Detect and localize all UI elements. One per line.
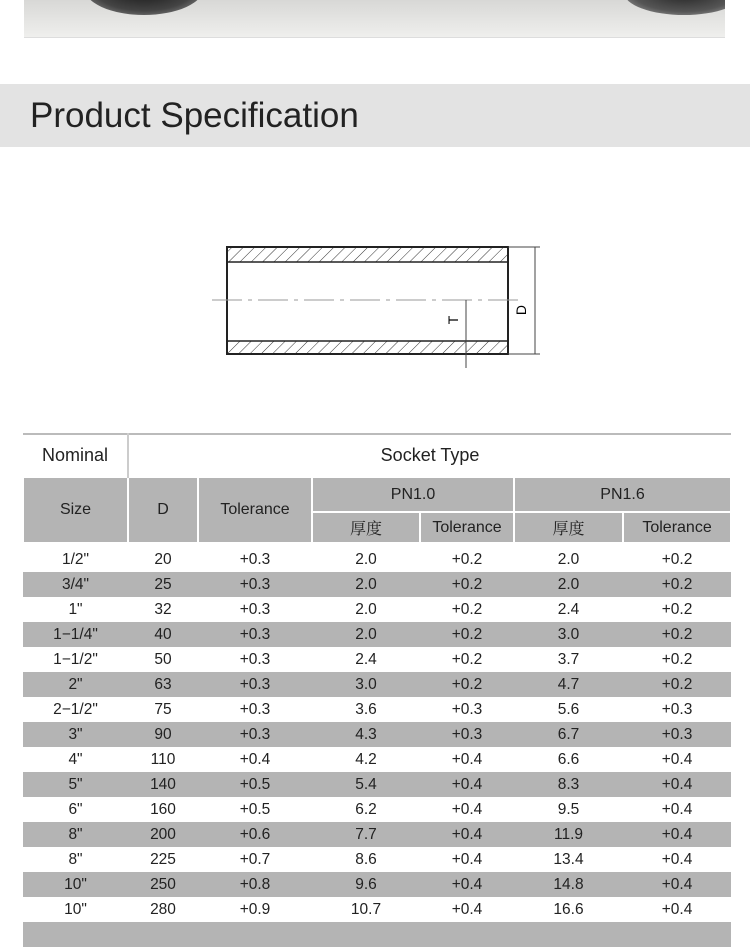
table-cell: 280	[150, 900, 176, 918]
table-cell: 2"	[23, 672, 128, 697]
table-cell: 2.4	[557, 600, 580, 618]
table-cell: 5"	[23, 772, 128, 797]
table-cell: 2.4	[355, 650, 377, 668]
table-row	[23, 822, 731, 847]
table-cell: +0.2	[420, 622, 514, 647]
table-cell: +0.2	[623, 572, 731, 597]
table-cell: +0.5	[239, 800, 271, 818]
table-cell: +0.3	[661, 700, 693, 718]
section-title: Product Specification	[30, 96, 359, 135]
table-cell: 2.0	[514, 572, 623, 597]
table-cell: 3.6	[355, 700, 377, 718]
table-row	[23, 572, 731, 597]
table-cell: +0.3	[198, 572, 312, 597]
table-cell: 8.3	[514, 772, 623, 797]
product-photo	[24, 0, 725, 38]
header-socket-type: Socket Type	[128, 434, 731, 477]
table-cell: +0.3	[451, 700, 483, 718]
table-cell: +0.4	[661, 800, 693, 818]
table-cell: +0.4	[451, 900, 483, 918]
table-cell: 4.2	[355, 750, 377, 768]
header-pn10: PN1.0	[312, 477, 514, 512]
table-row	[23, 797, 731, 822]
table-cell	[420, 922, 514, 947]
table-cell: 9.6	[312, 872, 420, 897]
table-cell: 11.9	[514, 822, 623, 847]
table-cell: 13.4	[553, 850, 584, 868]
table-cell: 1−1/4"	[23, 622, 128, 647]
table-cell: 8.6	[355, 850, 377, 868]
table-cell: +0.4	[661, 750, 693, 768]
header-nominal: Nominal	[23, 434, 128, 477]
table-row	[23, 672, 731, 697]
table-cell: +0.3	[239, 550, 271, 568]
table-cell: +0.3	[623, 722, 731, 747]
header-pn16-thickness: 厚度	[514, 512, 623, 543]
header-pn10-tolerance: Tolerance	[420, 512, 514, 543]
table-cell: +0.3	[198, 622, 312, 647]
table-cell: 16.6	[553, 900, 584, 918]
table-cell: 4.7	[514, 672, 623, 697]
table-row	[23, 647, 731, 672]
table-cell: +0.4	[420, 772, 514, 797]
table-cell: +0.2	[623, 622, 731, 647]
table-cell: +0.5	[198, 772, 312, 797]
table-cell: 6.6	[557, 750, 580, 768]
table-cell: +0.7	[239, 850, 271, 868]
table-cell: 6.7	[514, 722, 623, 747]
table-cell: 2−1/2"	[53, 700, 98, 718]
table-cell: 7.7	[312, 822, 420, 847]
table-cell: 20	[154, 550, 172, 568]
table-cell: +0.4	[623, 872, 731, 897]
table-cell: +0.8	[198, 872, 312, 897]
table-cell: +0.2	[420, 672, 514, 697]
table-row	[23, 872, 731, 897]
header-pn10-thickness: 厚度	[312, 512, 420, 543]
table-cell: 2.0	[312, 572, 420, 597]
table-row	[23, 722, 731, 747]
table-cell	[623, 922, 731, 947]
table-cell	[128, 922, 198, 947]
table-cell: +0.3	[239, 700, 271, 718]
table-cell: +0.3	[198, 672, 312, 697]
table-cell	[312, 922, 420, 947]
table-cell: 50	[154, 650, 172, 668]
table-cell: 8"	[23, 822, 128, 847]
table-cell: 10"	[64, 900, 87, 918]
table-cell: 14.8	[514, 872, 623, 897]
table-cell: +0.3	[239, 600, 271, 618]
table-cell: +0.4	[420, 872, 514, 897]
table-row	[23, 697, 731, 722]
table-row	[23, 747, 731, 772]
table-cell: +0.9	[239, 900, 271, 918]
table-cell: +0.4	[661, 850, 693, 868]
table-cell: 3"	[23, 722, 128, 747]
table-cell	[23, 922, 128, 947]
table-cell: +0.2	[623, 672, 731, 697]
table-cell: +0.3	[198, 722, 312, 747]
table-cell: 6.2	[355, 800, 377, 818]
spec-table	[22, 433, 732, 947]
table-row	[23, 772, 731, 797]
header-pn16-tolerance: Tolerance	[623, 512, 731, 543]
table-cell: +0.4	[661, 900, 693, 918]
table-cell: +0.4	[239, 750, 271, 768]
table-cell: 3/4"	[23, 572, 128, 597]
table-cell	[514, 922, 623, 947]
table-row	[23, 847, 731, 872]
table-cell: 2.0	[355, 600, 377, 618]
table-cell: 25	[128, 572, 198, 597]
table-cell: +0.6	[198, 822, 312, 847]
table-cell: 8"	[68, 850, 83, 868]
table-cell: 5.6	[557, 700, 580, 718]
table-cell: 3.0	[514, 622, 623, 647]
table-cell: 2.0	[312, 622, 420, 647]
table-cell: 2.0	[355, 550, 377, 568]
table-cell: 6"	[68, 800, 83, 818]
table-cell: +0.4	[451, 850, 483, 868]
table-cell: 225	[150, 850, 176, 868]
table-cell: 4.3	[312, 722, 420, 747]
table-cell: +0.2	[451, 650, 483, 668]
table-cell: 3.7	[557, 650, 580, 668]
table-cell: 4"	[68, 750, 83, 768]
table-row	[23, 547, 731, 572]
table-cell: +0.3	[239, 650, 271, 668]
table-cell: +0.4	[420, 822, 514, 847]
table-cell: +0.2	[661, 550, 693, 568]
header-size: Size	[23, 477, 128, 543]
table-cell: +0.4	[451, 800, 483, 818]
table-row	[23, 622, 731, 647]
table-cell: +0.2	[451, 600, 483, 618]
label-t: T	[445, 315, 461, 325]
table-cell	[198, 922, 312, 947]
table-cell: 2.0	[557, 550, 580, 568]
table-cell: 10.7	[350, 900, 382, 918]
table-cell: 140	[128, 772, 198, 797]
table-cell: +0.4	[623, 772, 731, 797]
table-cell: +0.3	[420, 722, 514, 747]
header-tolerance: Tolerance	[198, 477, 312, 543]
table-cell: 1−1/2"	[53, 650, 98, 668]
header-d: D	[128, 477, 198, 543]
table-cell: 250	[128, 872, 198, 897]
table-cell: 160	[150, 800, 176, 818]
header-pn16: PN1.6	[514, 477, 731, 512]
table-cell: 75	[154, 700, 172, 718]
table-row	[23, 922, 731, 947]
label-d: D	[513, 304, 529, 316]
table-cell: +0.4	[623, 822, 731, 847]
table-cell: 3.0	[312, 672, 420, 697]
table-cell: 1/2"	[61, 550, 90, 568]
table-cell: 40	[128, 622, 198, 647]
table-cell: 200	[128, 822, 198, 847]
table-cell: 63	[128, 672, 198, 697]
table-cell: 110	[150, 750, 176, 768]
table-cell: 1"	[68, 600, 83, 618]
table-cell: 90	[128, 722, 198, 747]
table-row	[23, 897, 731, 922]
table-row	[23, 597, 731, 622]
table-cell: 10"	[23, 872, 128, 897]
table-cell: +0.2	[420, 572, 514, 597]
table-cell: 32	[154, 600, 172, 618]
table-cell: +0.4	[451, 750, 483, 768]
table-cell: +0.2	[451, 550, 483, 568]
pipe-diagram	[0, 230, 750, 380]
table-cell: +0.2	[661, 650, 693, 668]
section-banner	[0, 84, 750, 147]
table-cell: 9.5	[557, 800, 580, 818]
table-cell: +0.2	[661, 600, 693, 618]
table-cell: 5.4	[312, 772, 420, 797]
